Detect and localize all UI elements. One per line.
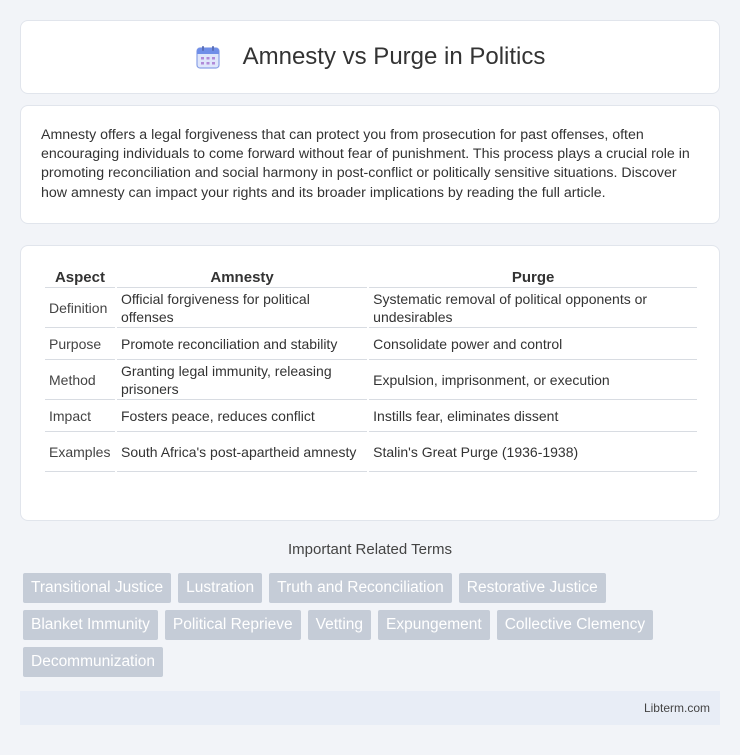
tag-blanket-immunity[interactable]: Blanket Immunity: [23, 610, 158, 640]
tag-transitional-justice[interactable]: Transitional Justice: [23, 573, 171, 603]
related-terms-heading: Important Related Terms: [288, 541, 452, 558]
table-cell-amnesty: Fosters peace, reduces conflict: [117, 400, 367, 432]
table-cell-amnesty: South Africa's post-apartheid amnesty: [117, 432, 367, 472]
header-card: [20, 20, 720, 94]
table-cell-purge: Systematic removal of political opponents or undesirables: [369, 288, 697, 328]
table-row: [45, 328, 697, 360]
table-cell-aspect: Examples: [45, 432, 115, 472]
table-cell-aspect: Definition: [45, 288, 115, 328]
tag-restorative-justice[interactable]: Restorative Justice: [459, 573, 606, 603]
table-row: [45, 288, 697, 328]
table-cell-aspect: Impact: [45, 400, 115, 432]
tag-decommunization[interactable]: Decommunization: [23, 647, 163, 677]
tag-lustration[interactable]: Lustration: [178, 573, 262, 603]
table-cell-aspect: Method: [45, 360, 115, 400]
comparison-table-card: [20, 245, 720, 521]
table-cell-amnesty: Promote reconciliation and stability: [117, 328, 367, 360]
tag-row: [23, 647, 723, 677]
table-cell-amnesty: Official forgiveness for political offenses: [117, 288, 367, 328]
tag-vetting[interactable]: Vetting: [308, 610, 371, 640]
tag-row: [23, 573, 723, 603]
table-cell-purge: Consolidate power and control: [369, 328, 697, 360]
calendar-icon: [195, 44, 221, 70]
table-cell-amnesty: Granting legal immunity, releasing prisoners: [117, 360, 367, 400]
tag-collective-clemency[interactable]: Collective Clemency: [497, 610, 653, 640]
tag-truth-and-reconciliation[interactable]: Truth and Reconciliation: [269, 573, 452, 603]
column-header-purge: Purge: [369, 268, 697, 288]
table-cell-purge: Expulsion, imprisonment, or execution: [369, 360, 697, 400]
column-header-amnesty: Amnesty: [117, 268, 367, 288]
tag-expungement[interactable]: Expungement: [378, 610, 490, 640]
column-header-aspect: Aspect: [45, 268, 115, 288]
intro-paragraph: Amnesty offers a legal forgiveness that can protect you from prosecution for past offenses, often encouraging individuals to come forward without fear of punishment. This process plays a crucial role in promoting reconciliation and social harmony in post-conflict or politically sensitive situations. Discover how amnesty can impact your rights and its broader implications by reading the full article.: [41, 127, 690, 201]
comparison-table: [43, 268, 699, 472]
table-row: [45, 360, 697, 400]
footer-site-link[interactable]: Libterm.com: [643, 701, 710, 715]
tag-row: [23, 610, 723, 640]
table-cell-purge: Instills fear, eliminates dissent: [369, 400, 697, 432]
intro-card: [20, 105, 720, 224]
table-row: [45, 400, 697, 432]
table-cell-purge: Stalin's Great Purge (1936-1938): [369, 432, 697, 472]
tag-political-reprieve[interactable]: Political Reprieve: [165, 610, 301, 640]
table-header-row: [45, 268, 697, 288]
table-row: [45, 432, 697, 472]
page-title: Amnesty vs Purge in Politics: [242, 43, 546, 70]
table-cell-aspect: Purpose: [45, 328, 115, 360]
footer: [20, 691, 720, 725]
related-terms-tags: [23, 573, 723, 684]
